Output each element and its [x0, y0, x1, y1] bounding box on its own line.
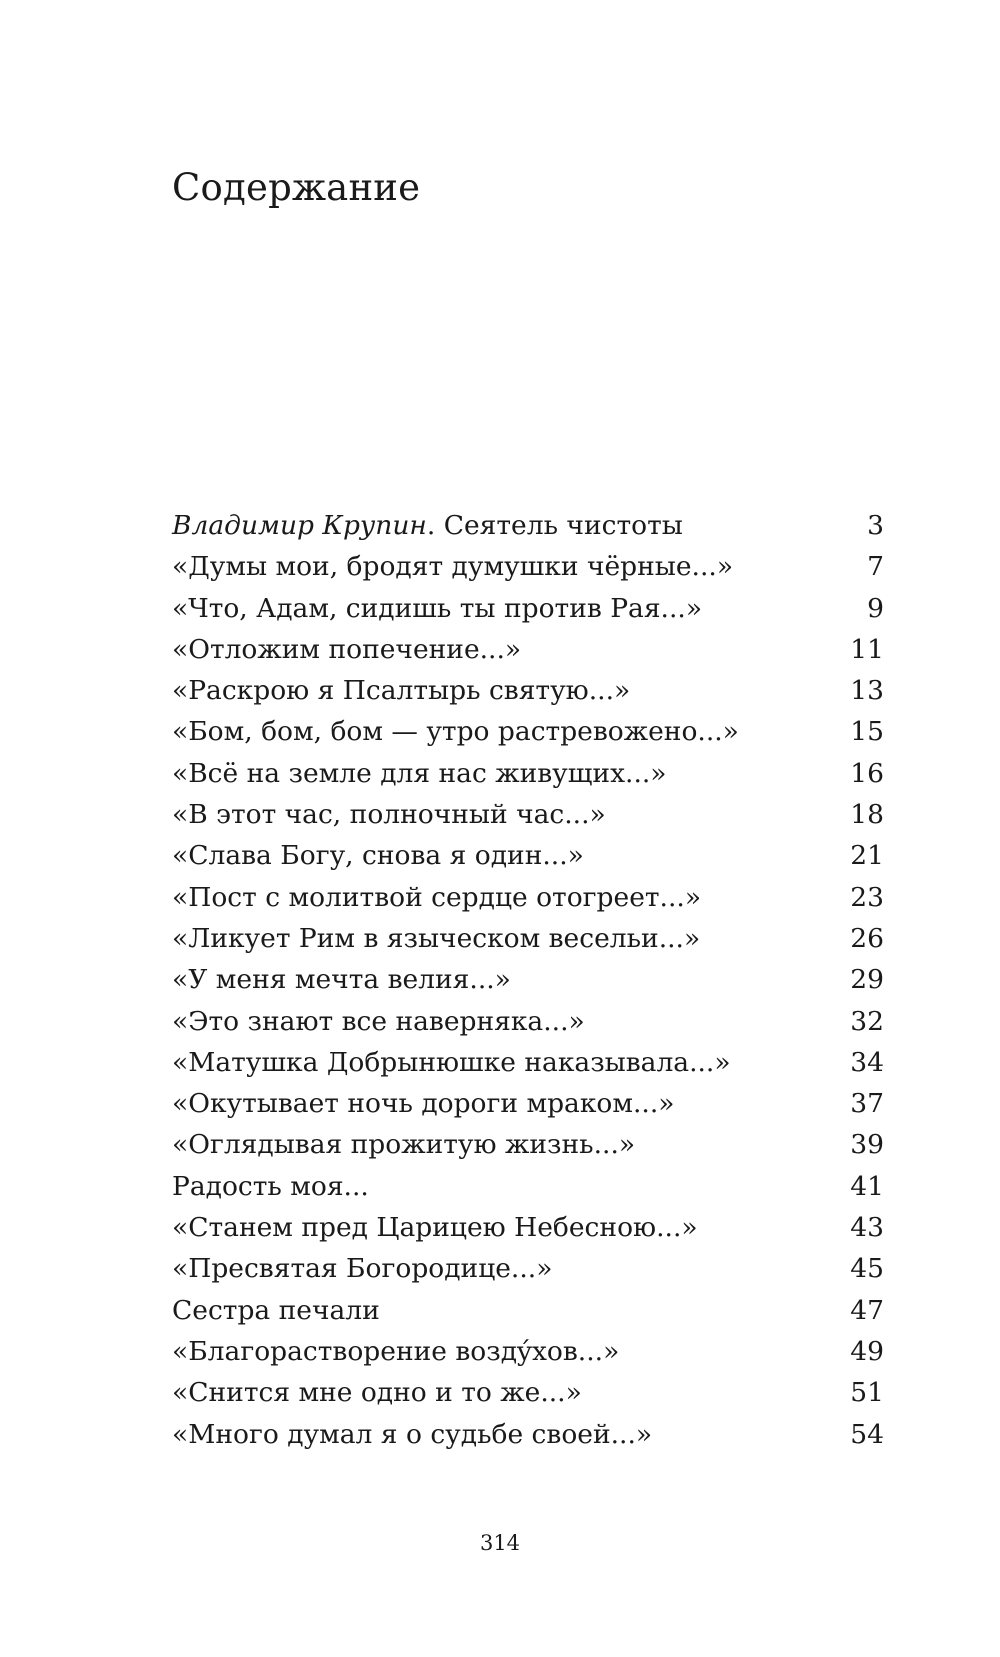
toc-entry-page: 41: [850, 1170, 884, 1202]
toc-entry-page: 16: [850, 757, 884, 789]
toc-entry-title: «В этот час, полночный час...»: [172, 799, 606, 831]
toc-entry[interactable]: [172, 959, 884, 1000]
toc-entry-title: «Станем пред Царицею Небесною...»: [172, 1212, 698, 1244]
toc-entry[interactable]: [172, 588, 884, 629]
toc-entry-title: Сестра печали: [172, 1294, 380, 1326]
toc-entry-page: 43: [850, 1212, 884, 1244]
toc-entry-title: «Снится мне одно и то же...»: [172, 1377, 582, 1409]
toc-entry-title: Владимир Крупин. Сеятель чистоты: [172, 510, 683, 541]
toc-entry-page: 26: [850, 922, 884, 954]
toc-entry-title: «Всё на земле для нас живущих...»: [172, 757, 667, 789]
toc-entry-title: «Раскрою я Псалтырь святую...»: [172, 675, 631, 707]
toc-entry-page: 15: [850, 716, 884, 748]
toc-entry-author: Владимир Крупин: [172, 510, 427, 541]
toc-entry[interactable]: [172, 1372, 884, 1413]
toc-entry[interactable]: [172, 1042, 884, 1083]
toc-entry-page: 51: [850, 1377, 884, 1409]
toc-entry-page: 39: [850, 1129, 884, 1161]
toc-entry-page: 37: [850, 1088, 884, 1120]
page-number: 314: [479, 1531, 521, 1555]
toc-entry-title: «Отложим попечение...»: [172, 633, 522, 665]
toc-entry-page: 29: [850, 964, 884, 996]
toc-entry[interactable]: [172, 1166, 884, 1207]
toc-entry[interactable]: [172, 505, 884, 546]
toc-entry-title: «Думы мои, бродят думушки чёрные...»: [172, 551, 734, 583]
page-title: Содержание: [172, 166, 421, 209]
toc-entry-title: «Это знают все наверняка...»: [172, 1005, 585, 1037]
toc-entry[interactable]: [172, 753, 884, 794]
toc-entry[interactable]: [172, 629, 884, 670]
table-of-contents: [172, 505, 884, 1455]
toc-entry-title: «Слава Богу, снова я один...»: [172, 840, 584, 872]
toc-entry-page: 49: [850, 1335, 884, 1367]
toc-entry-title: «Бом, бом, бом — утро растревожено...»: [172, 716, 739, 748]
toc-entry-title: «Матушка Добрынюшке наказывала...»: [172, 1046, 731, 1078]
toc-entry-title: «Что, Адам, сидишь ты против Рая...»: [172, 592, 703, 624]
toc-entry-page: 13: [850, 675, 884, 707]
toc-entry[interactable]: [172, 1248, 884, 1289]
toc-entry-page: 34: [850, 1046, 884, 1078]
toc-entry[interactable]: [172, 1207, 884, 1248]
toc-entry[interactable]: [172, 670, 884, 711]
toc-entry-title: Радость моя...: [172, 1170, 369, 1202]
toc-entry-page: 11: [850, 633, 884, 665]
toc-entry-page: 54: [850, 1418, 884, 1450]
toc-entry-title: «Благорастворение воздýхов...»: [172, 1335, 620, 1367]
toc-entry-title: «Оглядывая прожитую жизнь...»: [172, 1129, 636, 1161]
toc-entry[interactable]: [172, 877, 884, 918]
toc-entry-page: 45: [850, 1253, 884, 1285]
toc-entry-page: 21: [850, 840, 884, 872]
toc-entry-title: «Пресвятая Богородице...»: [172, 1253, 553, 1285]
toc-entry-title: «Окутывает ночь дороги мраком...»: [172, 1088, 675, 1120]
toc-entry-title: «Ликует Рим в языческом весельи...»: [172, 922, 701, 954]
toc-entry[interactable]: [172, 794, 884, 835]
toc-entry-page: 9: [867, 592, 884, 624]
toc-entry[interactable]: [172, 1124, 884, 1165]
toc-entry-page: 3: [867, 510, 884, 541]
toc-entry[interactable]: [172, 1331, 884, 1372]
toc-entry-title: «У меня мечта велия...»: [172, 964, 511, 996]
toc-entry[interactable]: [172, 711, 884, 752]
toc-entry-page: 18: [850, 799, 884, 831]
toc-entry-page: 32: [850, 1005, 884, 1037]
toc-entry-page: 47: [850, 1294, 884, 1326]
toc-entry[interactable]: [172, 1001, 884, 1042]
toc-entry-title: «Пост с молитвой сердце отогреет...»: [172, 881, 702, 913]
toc-entry-page: 23: [850, 881, 884, 913]
toc-entry-title: «Много думал я о судьбе своей...»: [172, 1418, 653, 1450]
toc-entry[interactable]: [172, 1414, 884, 1455]
toc-entry[interactable]: [172, 835, 884, 876]
toc-entry-page: 7: [867, 551, 884, 583]
toc-entry[interactable]: [172, 1083, 884, 1124]
toc-entry[interactable]: [172, 918, 884, 959]
toc-entry[interactable]: [172, 1290, 884, 1331]
toc-entry[interactable]: [172, 546, 884, 587]
